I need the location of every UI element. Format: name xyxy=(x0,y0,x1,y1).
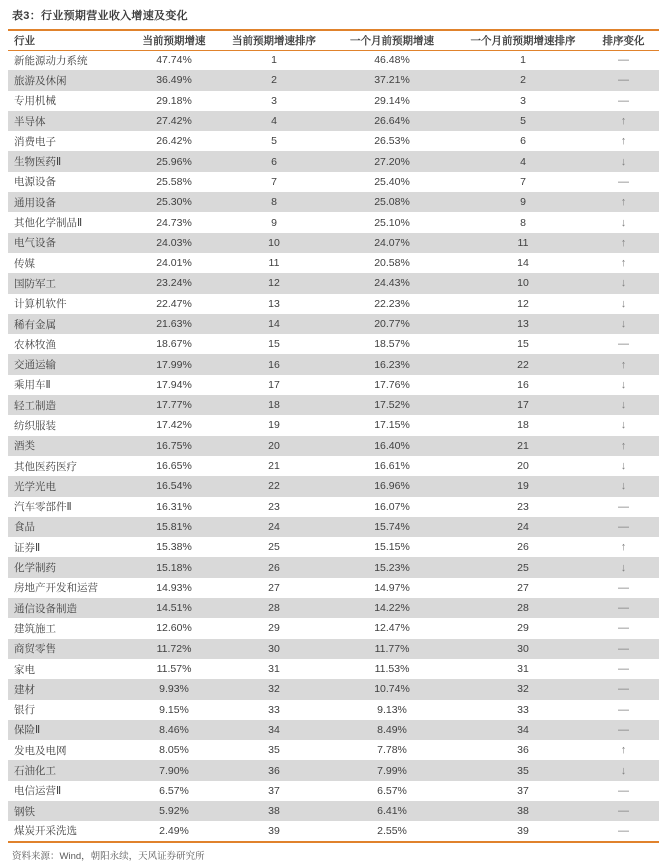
current-growth-cell: 7.90% xyxy=(159,764,189,777)
current-growth-cell: 27.42% xyxy=(156,115,192,128)
current-growth-cell: 16.31% xyxy=(156,500,192,513)
prev-growth-cell: 16.96% xyxy=(374,480,410,493)
prev-growth-cell: 15.74% xyxy=(374,520,410,533)
table-row xyxy=(8,50,659,70)
header-current-rank: 当前预期增速排序 xyxy=(222,30,326,50)
prev-rank-cell: 28 xyxy=(517,602,529,615)
current-growth-cell: 17.94% xyxy=(156,378,192,391)
prev-rank-cell: 13 xyxy=(517,318,529,330)
current-rank-cell: 10 xyxy=(268,236,280,249)
prev-rank-cell: 6 xyxy=(520,135,526,148)
current-rank-cell: 8 xyxy=(271,196,277,209)
current-rank-cell: 5 xyxy=(271,135,277,148)
table-row xyxy=(8,131,659,151)
rank-change-cell: — xyxy=(618,703,629,716)
current-growth-cell: 15.38% xyxy=(156,541,192,554)
rank-change-cell: — xyxy=(618,54,629,67)
industry-name-cell: 电信运营Ⅱ xyxy=(14,785,62,798)
current-growth-cell: 17.77% xyxy=(156,399,192,412)
prev-growth-cell: 7.99% xyxy=(377,764,407,777)
table-row xyxy=(8,760,659,780)
prev-rank-cell: 21 xyxy=(517,439,529,452)
current-growth-cell: 24.01% xyxy=(156,257,192,270)
header-industry: 行业 xyxy=(8,30,126,50)
prev-rank-cell: 32 xyxy=(517,683,529,696)
prev-rank-cell: 23 xyxy=(517,500,529,513)
rank-change-cell: ↓ xyxy=(620,419,627,432)
table-row xyxy=(8,476,659,496)
prev-growth-cell: 15.15% xyxy=(374,541,410,554)
current-growth-cell: 47.74% xyxy=(156,54,192,67)
prev-rank-cell: 27 xyxy=(517,581,529,594)
current-rank-cell: 11 xyxy=(268,257,280,270)
industry-name-cell: 生物医药Ⅱ xyxy=(14,156,62,169)
prev-growth-cell: 6.57% xyxy=(377,784,407,797)
prev-rank-cell: 5 xyxy=(520,115,526,128)
current-rank-cell: 25 xyxy=(268,541,280,554)
rank-change-cell: — xyxy=(618,824,629,837)
prev-rank-cell: 34 xyxy=(517,723,529,736)
rank-change-cell: ↑ xyxy=(620,358,627,371)
current-growth-cell: 9.15% xyxy=(159,703,189,716)
industry-name-cell: 食品 xyxy=(14,521,35,534)
current-growth-cell: 24.03% xyxy=(156,236,192,249)
table-title: 表3：行业预期营业收入增速及变化 xyxy=(12,10,188,22)
current-rank-cell: 3 xyxy=(271,94,277,107)
rank-change-cell: — xyxy=(618,642,629,655)
industry-name-cell: 化学制药 xyxy=(14,562,56,575)
table-row xyxy=(8,456,659,476)
current-growth-cell: 25.58% xyxy=(156,175,192,188)
prev-rank-cell: 12 xyxy=(517,297,529,310)
industry-name-cell: 家电 xyxy=(14,663,35,676)
table-row xyxy=(8,700,659,720)
prev-growth-cell: 17.76% xyxy=(374,378,410,391)
table-row xyxy=(8,172,659,192)
industry-name-cell: 房地产开发和运营 xyxy=(14,582,98,595)
current-rank-cell: 2 xyxy=(271,74,277,87)
current-growth-cell: 6.57% xyxy=(159,784,189,797)
industry-name-cell: 专用机械 xyxy=(14,95,56,108)
current-growth-cell: 16.65% xyxy=(156,460,192,473)
rank-change-cell: — xyxy=(618,500,629,513)
industry-name-cell: 石油化工 xyxy=(14,765,56,778)
current-rank-cell: 7 xyxy=(271,175,277,188)
current-growth-cell: 22.47% xyxy=(156,297,192,310)
rank-change-cell: ↑ xyxy=(620,541,627,554)
prev-growth-cell: 16.23% xyxy=(374,358,410,371)
table-row xyxy=(8,354,659,374)
prev-growth-cell: 7.78% xyxy=(377,744,407,757)
prev-rank-cell: 35 xyxy=(517,764,529,777)
prev-growth-cell: 15.23% xyxy=(374,561,410,574)
current-rank-cell: 31 xyxy=(268,663,280,676)
table-row xyxy=(8,578,659,598)
prev-rank-cell: 36 xyxy=(517,744,529,757)
prev-rank-cell: 1 xyxy=(520,54,526,67)
industry-name-cell: 农林牧渔 xyxy=(14,338,56,351)
rank-change-cell: ↓ xyxy=(620,764,627,777)
current-rank-cell: 22 xyxy=(268,480,280,493)
current-rank-cell: 19 xyxy=(268,419,280,432)
current-growth-cell: 29.18% xyxy=(156,94,192,107)
header-prev-rank: 一个月前预期增速排序 xyxy=(458,30,588,50)
rank-change-cell: ↑ xyxy=(620,135,627,148)
prev-growth-cell: 25.40% xyxy=(374,175,410,188)
prev-rank-cell: 2 xyxy=(520,74,526,87)
prev-growth-cell: 25.08% xyxy=(374,196,410,209)
rank-change-cell: ↑ xyxy=(620,257,627,270)
source-note: 资料来源：Wind，朝阳永续，天风证券研究所 xyxy=(12,850,205,862)
prev-rank-cell: 4 xyxy=(520,155,526,168)
current-growth-cell: 15.81% xyxy=(156,520,192,533)
prev-growth-cell: 17.52% xyxy=(374,399,410,412)
prev-rank-cell: 7 xyxy=(520,175,526,188)
rank-change-cell: ↓ xyxy=(620,155,627,168)
current-rank-cell: 32 xyxy=(268,683,280,696)
table-row xyxy=(8,497,659,517)
current-growth-cell: 15.18% xyxy=(156,561,192,574)
industry-name-cell: 商贸零售 xyxy=(14,643,56,656)
prev-growth-cell: 16.61% xyxy=(374,460,410,473)
industry-name-cell: 酒类 xyxy=(14,440,35,453)
current-rank-cell: 9 xyxy=(271,216,277,229)
current-growth-cell: 5.92% xyxy=(159,805,189,818)
industry-name-cell: 纺织服装 xyxy=(14,419,56,432)
industry-name-cell: 计算机软件 xyxy=(14,298,67,311)
prev-growth-cell: 20.58% xyxy=(374,257,410,270)
rank-change-cell: ↓ xyxy=(620,460,627,473)
current-growth-cell: 23.24% xyxy=(156,277,192,290)
rank-change-cell: ↑ xyxy=(620,236,627,249)
prev-rank-cell: 39 xyxy=(517,824,529,837)
rank-change-cell: ↑ xyxy=(620,196,627,209)
industry-name-cell: 电源设备 xyxy=(14,176,56,189)
rank-change-cell: — xyxy=(618,74,629,87)
prev-growth-cell: 2.55% xyxy=(377,824,407,837)
table-row xyxy=(8,212,659,232)
current-rank-cell: 1 xyxy=(271,54,277,67)
current-growth-cell: 21.63% xyxy=(156,318,192,330)
header-current-growth: 当前预期增速 xyxy=(126,30,222,50)
rank-change-cell: ↓ xyxy=(620,399,627,412)
current-rank-cell: 12 xyxy=(268,277,280,290)
prev-rank-cell: 33 xyxy=(517,703,529,716)
prev-growth-cell: 24.43% xyxy=(374,277,410,290)
header-rank-change: 排序变化 xyxy=(588,30,659,50)
current-rank-cell: 23 xyxy=(268,500,280,513)
industry-name-cell: 钢铁 xyxy=(14,805,35,818)
rank-change-cell: — xyxy=(618,338,629,351)
table-row xyxy=(8,557,659,577)
industry-name-cell: 乘用车Ⅱ xyxy=(14,379,51,392)
prev-growth-cell: 37.21% xyxy=(374,74,410,87)
prev-growth-cell: 25.10% xyxy=(374,216,410,229)
current-growth-cell: 24.73% xyxy=(156,216,192,229)
prev-growth-cell: 10.74% xyxy=(374,683,410,696)
prev-growth-cell: 8.49% xyxy=(377,723,407,736)
rank-change-cell: — xyxy=(618,622,629,635)
prev-growth-cell: 16.07% xyxy=(374,500,410,513)
rank-change-cell: — xyxy=(618,520,629,533)
current-rank-cell: 35 xyxy=(268,744,280,757)
industry-name-cell: 汽车零部件Ⅱ xyxy=(14,501,72,514)
table-row xyxy=(8,781,659,801)
table-row xyxy=(8,679,659,699)
prev-rank-cell: 14 xyxy=(517,257,529,270)
prev-rank-cell: 11 xyxy=(517,236,529,249)
current-growth-cell: 25.96% xyxy=(156,155,192,168)
prev-growth-cell: 14.22% xyxy=(374,602,410,615)
current-growth-cell: 26.42% xyxy=(156,135,192,148)
current-rank-cell: 16 xyxy=(268,358,280,371)
table-row xyxy=(8,253,659,273)
prev-rank-cell: 15 xyxy=(517,338,529,351)
rank-change-cell: — xyxy=(618,581,629,594)
industry-name-cell: 消费电子 xyxy=(14,135,56,148)
prev-growth-cell: 11.77% xyxy=(374,642,410,655)
current-growth-cell: 14.51% xyxy=(156,602,192,615)
table-header xyxy=(8,30,659,50)
current-growth-cell: 8.46% xyxy=(159,723,189,736)
prev-rank-cell: 29 xyxy=(517,622,529,635)
header-prev-growth: 一个月前预期增速 xyxy=(326,30,458,50)
table-row xyxy=(8,395,659,415)
rank-change-cell: ↑ xyxy=(620,439,627,452)
prev-growth-cell: 6.41% xyxy=(377,805,407,818)
current-rank-cell: 24 xyxy=(268,520,280,533)
prev-rank-cell: 17 xyxy=(517,399,529,412)
table-row xyxy=(8,70,659,90)
industry-name-cell: 建材 xyxy=(14,683,35,696)
prev-rank-cell: 25 xyxy=(517,561,529,574)
current-rank-cell: 38 xyxy=(268,805,280,818)
current-rank-cell: 39 xyxy=(268,824,280,837)
current-rank-cell: 21 xyxy=(268,460,280,473)
industry-name-cell: 稀有金属 xyxy=(14,318,56,331)
current-rank-cell: 6 xyxy=(271,155,277,168)
rank-change-cell: ↓ xyxy=(620,277,627,290)
industry-name-cell: 国防军工 xyxy=(14,277,56,290)
table-row xyxy=(8,537,659,557)
table-row xyxy=(8,821,659,841)
industry-name-cell: 半导体 xyxy=(14,115,46,128)
current-rank-cell: 18 xyxy=(268,399,280,412)
rank-change-cell: ↓ xyxy=(620,561,627,574)
prev-growth-cell: 9.13% xyxy=(377,703,407,716)
current-growth-cell: 25.30% xyxy=(156,196,192,209)
industry-name-cell: 其他医药医疗 xyxy=(14,460,77,473)
prev-growth-cell: 24.07% xyxy=(374,236,410,249)
rank-change-cell: ↓ xyxy=(620,378,627,391)
rank-change-cell: — xyxy=(618,683,629,696)
prev-rank-cell: 3 xyxy=(520,94,526,107)
rank-change-cell: — xyxy=(618,805,629,818)
industry-growth-table xyxy=(8,29,659,843)
current-rank-cell: 14 xyxy=(268,318,280,330)
prev-rank-cell: 20 xyxy=(517,460,529,473)
prev-rank-cell: 16 xyxy=(517,378,529,391)
prev-growth-cell: 20.77% xyxy=(374,318,410,330)
current-growth-cell: 18.67% xyxy=(156,338,192,351)
current-rank-cell: 37 xyxy=(268,784,280,797)
prev-growth-cell: 26.53% xyxy=(374,135,410,148)
prev-growth-cell: 26.64% xyxy=(374,115,410,128)
industry-name-cell: 旅游及休闲 xyxy=(14,74,67,87)
rank-change-cell: — xyxy=(618,94,629,107)
table-row xyxy=(8,598,659,618)
prev-rank-cell: 37 xyxy=(517,784,529,797)
table-row xyxy=(8,436,659,456)
prev-rank-cell: 31 xyxy=(517,663,529,676)
prev-rank-cell: 38 xyxy=(517,805,529,818)
industry-name-cell: 光学光电 xyxy=(14,480,56,493)
rank-change-cell: ↑ xyxy=(620,744,627,757)
industry-name-cell: 发电及电网 xyxy=(14,744,67,757)
current-rank-cell: 26 xyxy=(268,561,280,574)
table-row xyxy=(8,740,659,760)
prev-rank-cell: 8 xyxy=(520,216,526,229)
table-row xyxy=(8,151,659,171)
prev-rank-cell: 10 xyxy=(517,277,529,290)
header-row xyxy=(8,30,659,50)
prev-rank-cell: 30 xyxy=(517,642,529,655)
prev-rank-cell: 26 xyxy=(517,541,529,554)
table-row xyxy=(8,801,659,821)
rank-change-cell: ↓ xyxy=(620,216,627,229)
current-rank-cell: 36 xyxy=(268,764,280,777)
rank-change-cell: — xyxy=(618,663,629,676)
current-rank-cell: 20 xyxy=(268,439,280,452)
rank-change-cell: ↓ xyxy=(620,480,627,493)
table-row xyxy=(8,375,659,395)
current-rank-cell: 17 xyxy=(268,378,280,391)
industry-name-cell: 交通运输 xyxy=(14,359,56,372)
current-growth-cell: 17.99% xyxy=(156,358,192,371)
table-row xyxy=(8,314,659,334)
prev-rank-cell: 19 xyxy=(517,480,529,493)
table-row xyxy=(8,294,659,314)
rank-change-cell: — xyxy=(618,784,629,797)
prev-growth-cell: 27.20% xyxy=(374,155,410,168)
industry-name-cell: 通用设备 xyxy=(14,196,56,209)
prev-growth-cell: 17.15% xyxy=(374,419,410,432)
industry-name-cell: 建筑施工 xyxy=(14,622,56,635)
prev-rank-cell: 18 xyxy=(517,419,529,432)
rank-change-cell: ↑ xyxy=(620,115,627,128)
current-growth-cell: 8.05% xyxy=(159,744,189,757)
table-row xyxy=(8,334,659,354)
current-rank-cell: 15 xyxy=(268,338,280,351)
table-row xyxy=(8,415,659,435)
table-row xyxy=(8,192,659,212)
current-rank-cell: 34 xyxy=(268,723,280,736)
prev-growth-cell: 22.23% xyxy=(374,297,410,310)
table-row xyxy=(8,720,659,740)
prev-growth-cell: 12.47% xyxy=(374,622,410,635)
current-rank-cell: 27 xyxy=(268,581,280,594)
current-rank-cell: 29 xyxy=(268,622,280,635)
current-rank-cell: 13 xyxy=(268,297,280,310)
current-growth-cell: 12.60% xyxy=(156,622,192,635)
table-row xyxy=(8,639,659,659)
current-growth-cell: 14.93% xyxy=(156,581,192,594)
table-body xyxy=(8,50,659,842)
table-row xyxy=(8,273,659,293)
current-growth-cell: 17.42% xyxy=(156,419,192,432)
industry-name-cell: 轻工制造 xyxy=(14,399,56,412)
rank-change-cell: ↓ xyxy=(620,318,627,330)
prev-rank-cell: 22 xyxy=(517,358,529,371)
prev-growth-cell: 18.57% xyxy=(374,338,410,351)
prev-growth-cell: 46.48% xyxy=(374,54,410,67)
current-growth-cell: 16.54% xyxy=(156,480,192,493)
current-growth-cell: 36.49% xyxy=(156,74,192,87)
industry-name-cell: 银行 xyxy=(14,704,35,717)
industry-name-cell: 通信设备制造 xyxy=(14,602,77,615)
rank-change-cell: ↓ xyxy=(620,297,627,310)
prev-rank-cell: 24 xyxy=(517,520,529,533)
current-rank-cell: 4 xyxy=(271,115,277,128)
table-row xyxy=(8,659,659,679)
rank-change-cell: — xyxy=(618,602,629,615)
industry-name-cell: 保险Ⅱ xyxy=(14,724,41,737)
table-row xyxy=(8,618,659,638)
prev-rank-cell: 9 xyxy=(520,196,526,209)
current-rank-cell: 33 xyxy=(268,703,280,716)
table-row xyxy=(8,91,659,111)
industry-name-cell: 煤炭开采洗选 xyxy=(14,825,77,838)
industry-name-cell: 其他化学制品Ⅱ xyxy=(14,217,83,230)
prev-growth-cell: 29.14% xyxy=(374,94,410,107)
table-row xyxy=(8,517,659,537)
table-row xyxy=(8,111,659,131)
industry-name-cell: 电气设备 xyxy=(14,237,56,250)
current-rank-cell: 30 xyxy=(268,642,280,655)
current-growth-cell: 2.49% xyxy=(159,824,189,837)
current-rank-cell: 28 xyxy=(268,602,280,615)
current-growth-cell: 11.72% xyxy=(156,642,192,655)
rank-change-cell: — xyxy=(618,723,629,736)
current-growth-cell: 11.57% xyxy=(156,663,192,676)
industry-name-cell: 传媒 xyxy=(14,257,35,270)
rank-change-cell: — xyxy=(618,175,629,188)
prev-growth-cell: 16.40% xyxy=(374,439,410,452)
prev-growth-cell: 14.97% xyxy=(374,581,410,594)
current-growth-cell: 9.93% xyxy=(159,683,189,696)
prev-growth-cell: 11.53% xyxy=(374,663,410,676)
table-row xyxy=(8,233,659,253)
industry-name-cell: 新能源动力系统 xyxy=(14,54,88,67)
current-growth-cell: 16.75% xyxy=(156,439,192,452)
industry-name-cell: 证券Ⅱ xyxy=(14,541,41,554)
